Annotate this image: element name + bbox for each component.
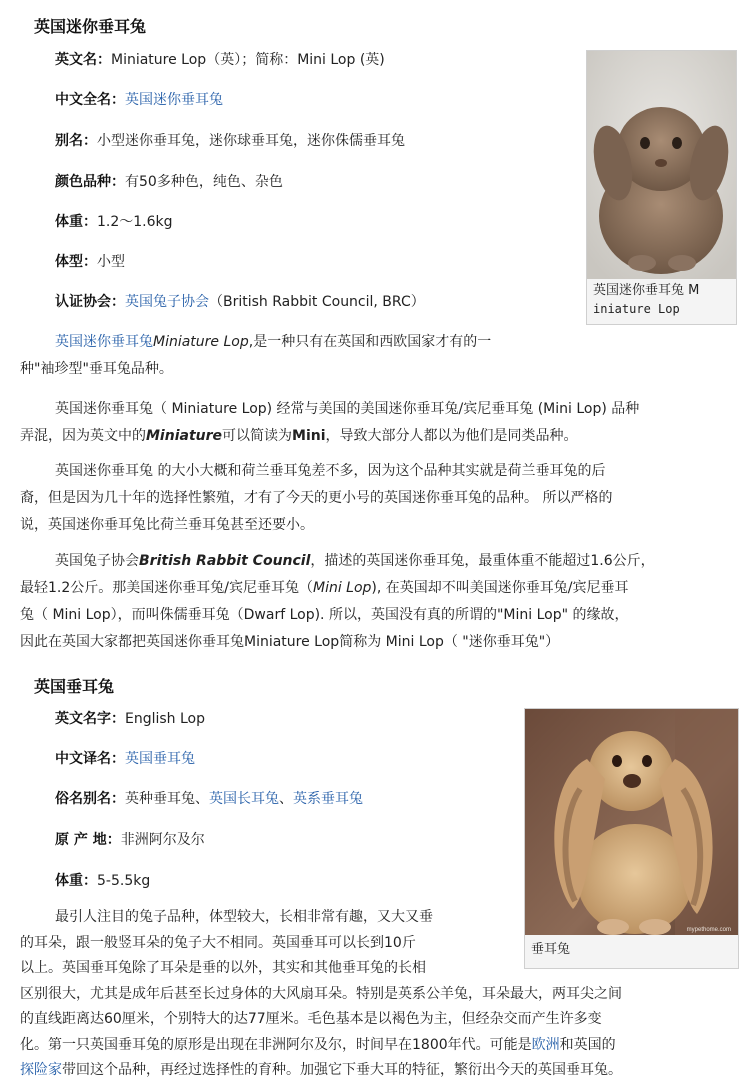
- bold-term: Miniature: [146, 428, 223, 444]
- field-value: 1.2～1.6kg: [97, 214, 173, 230]
- field-common-alias: [55, 789, 363, 809]
- field-label: 中文译名：: [55, 751, 125, 767]
- link-english-lop-breed[interactable]: 英系垂耳兔: [293, 791, 363, 807]
- link-explorer[interactable]: 探险家: [20, 1062, 62, 1078]
- field-value: 小型迷你垂耳兔，迷你球垂耳兔，迷你侏儒垂耳兔: [97, 133, 405, 149]
- field-chinese-name-2: [55, 749, 195, 769]
- text-run: 和英国的: [559, 1036, 616, 1053]
- link-mini-lop-inline[interactable]: 英国迷你垂耳兔: [55, 334, 153, 350]
- english-lop-photo-caption: 垂耳兔: [531, 942, 571, 957]
- text-line: 因此在英国大家都把英国迷你垂耳兔Miniature Lop简称为 Mini Lop（ "迷你垂耳兔"）: [20, 634, 560, 650]
- field-chinese-full-name: [55, 90, 223, 110]
- italic-term: Miniature Lop: [153, 334, 249, 350]
- field-label: 认证协会：: [55, 294, 125, 310]
- field-label: 俗名别名：: [55, 791, 125, 807]
- english-lop-rabbit-image[interactable]: [525, 709, 738, 935]
- watermark-text: mypethome.com: [686, 927, 731, 933]
- field-value: 小型: [97, 254, 125, 270]
- field-value: 5-5.5kg: [97, 873, 151, 889]
- text-line: 以上。英国垂耳兔除了耳朵是垂的以外，其实和其他垂耳兔的长相: [20, 960, 426, 976]
- paragraph-intro: [20, 329, 580, 383]
- text-run: ), 在英国却不叫美国迷你垂耳兔/宾尼垂耳: [371, 580, 629, 596]
- text-run: ，描述的英国迷你垂耳兔，最重体重不能超过1.6公斤，: [310, 553, 655, 569]
- field-label: 体重：: [55, 214, 97, 230]
- link-english-long-ear[interactable]: 英国长耳兔: [209, 791, 279, 807]
- field-value: 英种垂耳兔、: [125, 791, 209, 807]
- text-line: 裔，但是因为几十年的选择性繁殖，才有了今天的更小号的英国迷你垂耳兔的品种。 所以严格的: [20, 490, 613, 506]
- section-title-mini-lop: 英国迷你垂耳兔: [34, 17, 147, 36]
- bold-term: British Rabbit Council: [139, 553, 311, 569]
- paragraph-size: [20, 458, 740, 539]
- bold-term: Mini: [292, 428, 326, 444]
- text-line: 兔（ Mini Lop），而叫侏儒垂耳兔（Dwarf Lop). 所以，英国没有真的所谓的"Mini Lop" 的缘故，: [20, 607, 629, 623]
- field-label: 别名：: [55, 133, 97, 149]
- field-weight: [55, 212, 173, 232]
- field-association: [55, 292, 425, 312]
- text-line: 最引人注目的兔子品种，体型较大，长相非常有趣，又大又垂: [55, 909, 433, 925]
- field-label: 英文名：: [55, 52, 111, 68]
- field-label: 体型：: [55, 254, 97, 270]
- text-line: 种"袖珍型"垂耳兔品种。: [20, 361, 173, 377]
- text-run: 带回这个品种，再经过选择性的育种。加强它下垂大耳的特征，繁衍出今天的英国垂耳兔。: [62, 1062, 622, 1078]
- text-line: 说，英国迷你垂耳兔比荷兰垂耳兔甚至还要小。: [20, 517, 314, 533]
- field-english-name: [55, 50, 385, 70]
- link-mini-lop[interactable]: 英国迷你垂耳兔: [125, 92, 223, 108]
- field-weight-2: [55, 871, 150, 891]
- mini-lop-photo-caption: 英国迷你垂耳兔 M: [593, 283, 700, 298]
- link-english-lop[interactable]: 英国垂耳兔: [125, 751, 195, 767]
- text-run: 可以简读为: [222, 428, 293, 444]
- text-line: 英国迷你垂耳兔（ Miniature Lop) 经常与美国的美国迷你垂耳兔/宾尼垂耳兔 (Mini Lop) 品种: [55, 401, 640, 417]
- text-run: ,是一种只有在英国和西欧国家才有的一: [248, 334, 492, 350]
- italic-term: Mini Lop: [312, 580, 372, 596]
- link-europe[interactable]: 欧洲: [531, 1036, 560, 1053]
- text-line: 英国迷你垂耳兔 的大小大概和荷兰垂耳兔差不多，因为这个品种其实就是荷兰垂耳兔的后: [55, 463, 606, 479]
- link-british-rabbit-council[interactable]: 英国兔子协会: [125, 294, 209, 310]
- field-english-name-2: [55, 709, 205, 729]
- field-origin: [55, 830, 205, 850]
- field-label: 中文全名：: [55, 92, 125, 108]
- text-run: 弄混，因为英文中的: [20, 428, 146, 444]
- field-label: 颜色品种：: [55, 174, 125, 190]
- field-colors: [55, 172, 283, 192]
- field-value: 有50多种色，纯色、杂色: [125, 174, 283, 190]
- paragraph-confusion: [20, 396, 740, 450]
- mini-lop-photo-caption-line2: iniature Lop: [593, 302, 680, 316]
- text-run: 最轻1.2公斤。那美国迷你垂耳兔/宾尼垂耳兔（: [20, 580, 313, 596]
- text-run: 英国兔子协会: [55, 553, 139, 569]
- field-label: 原 产 地：: [55, 832, 121, 848]
- paragraph-english-lop: [20, 905, 740, 1084]
- separator: 、: [279, 791, 293, 807]
- text-run: 化。第一只英国垂耳兔的原形是出现在非洲阿尔及尔，时间早在1800年代。可能是: [20, 1036, 532, 1053]
- section-title-english-lop: 英国垂耳兔: [34, 677, 115, 696]
- field-body-type: [55, 252, 125, 272]
- text-line: 区别很大，尤其是成年后甚至长过身体的大风扇耳朵。特别是英系公羊兔，耳朵最大，两耳尖之间: [20, 985, 622, 1002]
- mini-lop-rabbit-image[interactable]: [587, 51, 736, 279]
- text-line: 的耳朵，跟一般竖耳朵的兔子大不相同。英国垂耳可以长到10斤: [20, 934, 416, 951]
- field-label: 英文名字：: [55, 711, 125, 727]
- field-value: （British Rabbit Council, BRC）: [209, 294, 425, 310]
- text-line: 的直线距离达60厘米，个别特大的达77厘米。毛色基本是以褐色为主，但经杂交而产生许多变: [20, 1011, 602, 1027]
- field-value: English Lop: [125, 711, 206, 727]
- field-value: Miniature Lop（英）；简称：Mini Lop (英): [111, 52, 385, 68]
- field-value: 非洲阿尔及尔: [120, 832, 205, 848]
- field-alias: [55, 131, 405, 151]
- field-label: 体重：: [55, 873, 97, 889]
- text-run: ，导致大部分人都以为他们是同类品种。: [325, 428, 578, 444]
- paragraph-brc: [20, 548, 740, 656]
- mini-lop-photo-frame: [586, 50, 737, 325]
